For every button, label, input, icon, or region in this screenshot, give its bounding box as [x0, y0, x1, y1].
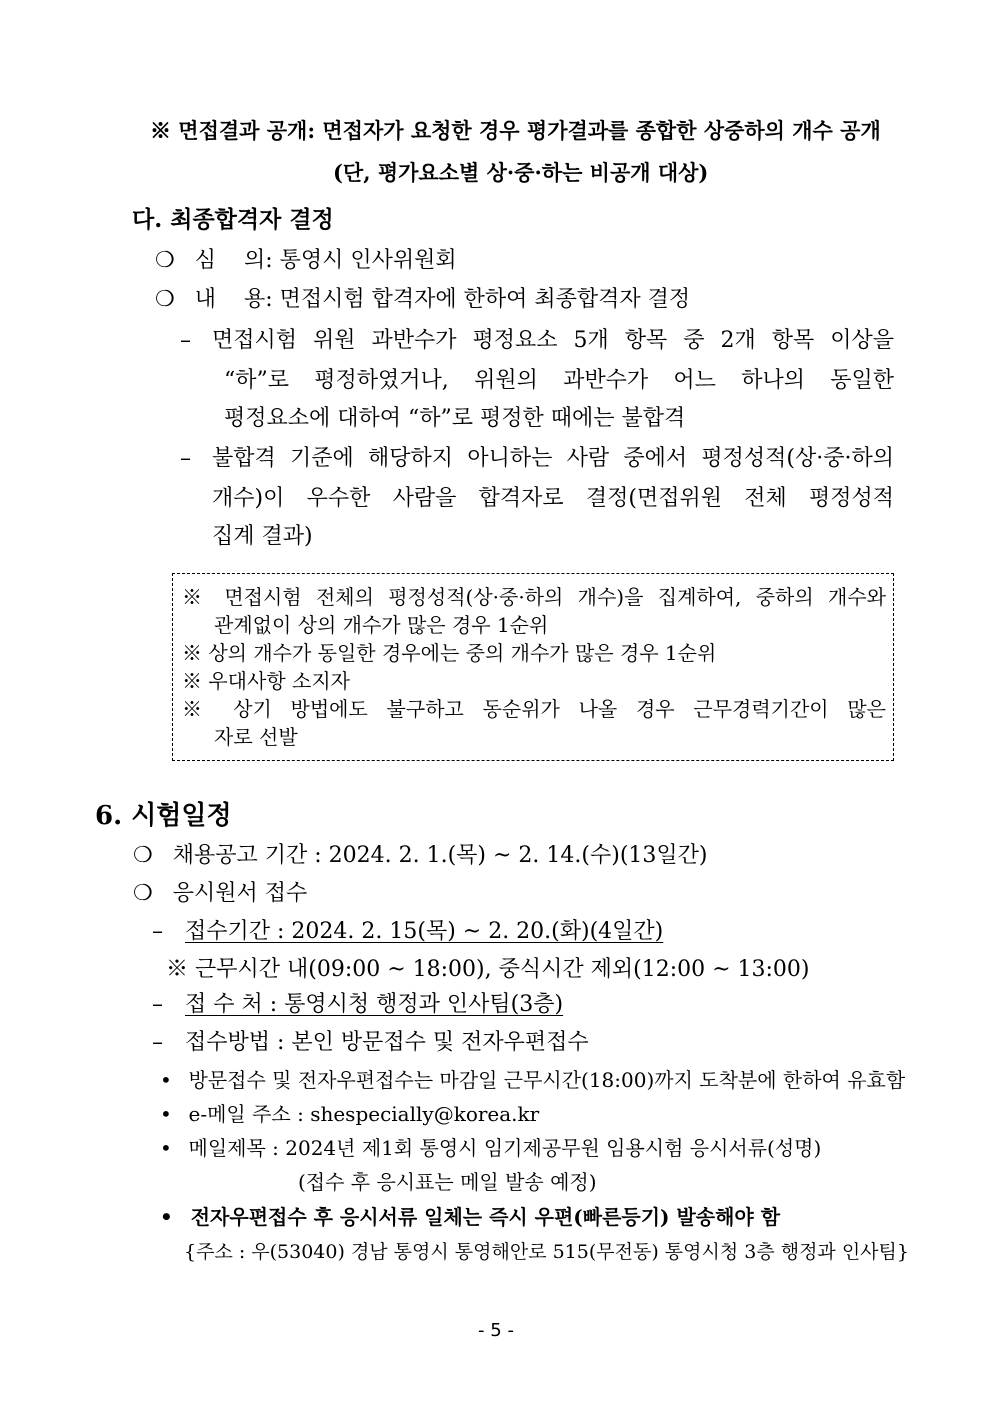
content-label: 내 용:	[194, 287, 273, 312]
review-text: 통영시 인사위원회	[279, 248, 457, 273]
ranking-note-4-line-2: 자로 선발	[214, 725, 298, 749]
section-heading-final-pass: 다. 최종합격자 결정	[132, 206, 334, 233]
email-address-text: e-메일 주소 : shespecially@korea.kr	[188, 1102, 540, 1126]
email-subject-text: 메일제목 : 2024년 제1회 통영시 임기제공무원 임용시험 응시서류(성명)	[188, 1136, 822, 1160]
email-subject-note: (접수 후 응시표는 메일 발송 예정)	[298, 1170, 597, 1194]
dash-mark: –	[152, 1030, 163, 1055]
review-label: 심 의:	[194, 248, 273, 273]
bullet-dot-icon: •	[160, 1136, 172, 1160]
application-period-text: 접수기간 : 2024. 2. 15(목) ~ 2. 20.(화)(4일간)	[185, 919, 664, 944]
circle-bullet-icon: ❍	[155, 248, 175, 273]
pass-criteria-line-2: 개수)이 우수한 사람을 합격자로 결정(면접위원 전체 평정성적	[212, 486, 894, 511]
application-office-text: 접 수 처 : 통영시청 행정과 인사팀(3층)	[185, 992, 564, 1017]
bullet-dot-icon: •	[160, 1102, 172, 1126]
postal-mail-text: 전자우편접수 후 응시서류 일체는 즉시 우편(빠른등기) 발송해야 함	[190, 1205, 781, 1229]
application-period-row	[152, 917, 663, 947]
mailing-address: {주소 : 우(53040) 경남 통영시 통영해안로 515(무전동) 통영시청 3층 행정과 인사팀}	[184, 1241, 909, 1263]
fail-criteria-line-2: “하”로 평정하였거나, 위원의 과반수가 어느 하나의 동일한	[224, 368, 894, 393]
bullet-dot-icon: •	[160, 1068, 172, 1092]
fail-criteria-line-1: 면접시험 위원 과반수가 평정요소 5개 항목 중 2개 항목 이상을	[212, 328, 894, 353]
ranking-note-2: ※ 상의 개수가 동일한 경우에는 중의 개수가 많은 경우 1순위	[182, 641, 717, 665]
dash-mark: –	[152, 919, 163, 944]
list-item-review	[155, 246, 457, 276]
application-text: 응시원서 접수	[172, 881, 308, 906]
pass-criteria-line-3: 집계 결과)	[212, 524, 313, 549]
ranking-note-4-line-1: ※ 상기 방법에도 불구하고 동순위가 나올 경우 근무경력기간이 많은	[182, 697, 886, 721]
dash-mark: –	[180, 446, 191, 471]
visit-deadline-row	[160, 1065, 905, 1095]
ranking-note-1-line-2: 관계없이 상의 개수가 많은 경우 1순위	[214, 613, 549, 637]
application-method-row	[152, 1028, 589, 1058]
postal-mail-row	[160, 1202, 780, 1232]
content-text: 면접시험 합격자에 한하여 최종합격자 결정	[279, 287, 691, 312]
circle-bullet-icon: ❍	[155, 287, 175, 312]
dash-mark: –	[152, 992, 163, 1017]
list-item-announcement-period	[133, 841, 707, 871]
dash-mark: –	[180, 328, 191, 353]
announcement-period-text: 채용공고 기간 : 2024. 2. 1.(목) ~ 2. 14.(수)(13일간)	[172, 843, 708, 868]
fail-criteria-line-3: 평정요소에 대하여 “하”로 평정한 때에는 불합격	[224, 406, 686, 431]
bullet-dot-icon: •	[160, 1205, 173, 1229]
pass-criteria-line-1: 불합격 기준에 해당하지 아니하는 사람 중에서 평정성적(상·중·하의	[212, 446, 894, 471]
list-item-application	[133, 879, 307, 909]
circle-bullet-icon: ❍	[133, 881, 153, 906]
visit-deadline-text: 방문접수 및 전자우편접수는 마감일 근무시간(18:00)까지 도착분에 한하여 유효함	[188, 1068, 906, 1092]
page-number: - 5 -	[478, 1320, 514, 1341]
interview-result-notice-sub: (단, 평가요소별 상·중·하는 비공개 대상)	[333, 160, 709, 185]
email-subject-row	[160, 1133, 821, 1163]
application-method-text: 접수방법 : 본인 방문접수 및 전자우편접수	[185, 1030, 589, 1055]
ranking-note-1-line-1: ※ 면접시험 전체의 평정성적(상·중·하의 개수)을 집계하여, 중하의 개수와	[182, 585, 886, 609]
application-office-row	[152, 990, 563, 1020]
list-item-content	[155, 285, 690, 315]
ranking-note-3: ※ 우대사항 소지자	[182, 669, 350, 693]
working-hours-note: ※ 근무시간 내(09:00 ~ 18:00), 중식시간 제외(12:00 ~ 13:00)	[166, 957, 810, 982]
circle-bullet-icon: ❍	[133, 843, 153, 868]
section-heading-exam-schedule: 6. 시험일정	[95, 801, 232, 831]
interview-result-notice: ※ 면접결과 공개: 면접자가 요청한 경우 평가결과를 종합한 상중하의 개수 공개	[150, 118, 881, 143]
email-address-row	[160, 1099, 539, 1129]
